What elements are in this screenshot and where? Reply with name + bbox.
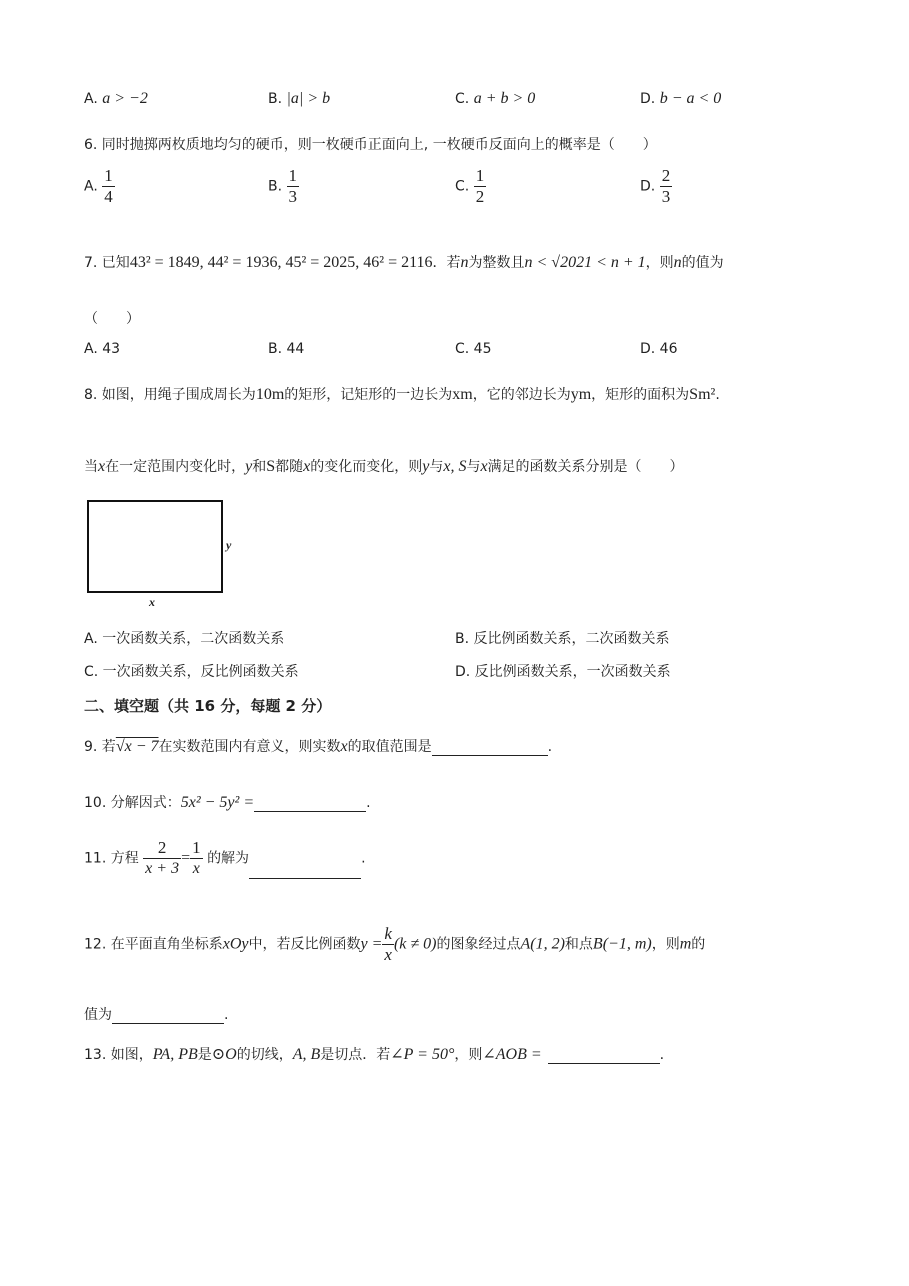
q6-option-a [84, 166, 115, 207]
q6-b-fraction [287, 166, 300, 207]
q5-option-b [268, 90, 330, 108]
q13-e: ，则 [454, 1047, 483, 1063]
q8-area: Sm² [689, 386, 716, 403]
q12-k-cond: (k ≠ 0) [393, 935, 437, 953]
q7-mid2: 为整数且 [468, 255, 525, 271]
q8-fig-x-label: x [149, 595, 155, 609]
q8-l1d: ，矩形的面积为 [591, 387, 690, 403]
q8-l2h: 满足的函数关系分别是（ ） [487, 459, 684, 475]
q10-answer-blank[interactable] [254, 797, 366, 812]
q7-option-d: D. 46 [640, 341, 678, 357]
q8-option-d: D. 反比例函数关系，一次函数关系 [455, 664, 671, 680]
q7-stem [84, 252, 724, 272]
q8-ym: ym [570, 386, 592, 403]
q8-l1b: 的矩形，记矩形的一边长为 [284, 387, 453, 403]
q12-k-den: x [384, 945, 392, 964]
q10-expr: 5x² − 5y² = [180, 794, 255, 811]
q6-d-den: 3 [661, 187, 671, 206]
q6-c-den: 2 [475, 187, 485, 206]
q7-squares-expr: 43² = 1849, 44² = 1936, 45² = 2025, 46² = 2116 [129, 254, 433, 271]
q12-y-lhs: y = [360, 935, 383, 953]
q6-option-b [268, 166, 299, 207]
q7-n-2: n [673, 254, 682, 271]
q13-b: 是 [197, 1047, 212, 1063]
q7-prefix: 7. 已知 [84, 255, 130, 271]
q6-b-num: 1 [288, 166, 298, 185]
q12-xoy: xOy [222, 935, 249, 953]
q13-d: 是切点．若 [320, 1047, 391, 1063]
q8-option-c: C. 一次函数关系，反比例函数关系 [84, 664, 299, 680]
q12-f: 的 [691, 936, 706, 953]
q8-rectangle-figure [87, 500, 223, 593]
q12-line2 [84, 1004, 228, 1024]
q12-k-num: k [384, 924, 392, 943]
q8-x-3: x [480, 458, 488, 475]
q12-end: . [224, 1007, 229, 1023]
q8-l1a: 8. 如图，用绳子围成周长为 [84, 387, 256, 403]
q12-a: 12. 在平面直角坐标系 [84, 936, 223, 953]
q7-mid4: 的值为 [681, 255, 724, 271]
q6-a-den: 4 [104, 187, 113, 206]
q8-l2f: 与 [429, 459, 444, 475]
q10-end: . [366, 795, 371, 811]
q11-a: 11. 方程 [84, 850, 139, 867]
q5-a-expr: a > −2 [102, 90, 148, 107]
q8-l2c: 和 [252, 459, 267, 475]
q6-a-fraction [102, 166, 115, 207]
q13-end: . [659, 1047, 665, 1063]
q9-a: 9. 若 [84, 739, 116, 755]
q9-end: . [547, 739, 553, 755]
q8-l1e: . [715, 387, 720, 403]
q6-c-fraction [474, 166, 487, 207]
q8-perimeter: 10m [255, 386, 285, 403]
q6-d-fraction [660, 166, 673, 207]
q6-c-label: C. [455, 178, 470, 195]
q8-l2a: 当 [84, 459, 98, 475]
q12-line2-text: 值为 [84, 1007, 112, 1023]
q9-sqrt-expr: √x − 7 [115, 738, 159, 755]
q7-option-a: A. 43 [84, 341, 121, 357]
q5-option-a [84, 90, 148, 108]
q11 [84, 838, 366, 879]
q9-c: 的取值范围是 [347, 739, 432, 755]
section-heading: 二、填空题（共 16 分，每题 2 分） [84, 697, 332, 715]
q13-angle-aob: ∠AOB = [482, 1046, 542, 1063]
q6-stem: 6. 同时抛掷两枚质地均匀的硬币，则一枚硬币正面向上, 一枚硬币反面向上的概率是（ ） [84, 137, 657, 153]
q7-option-c: C. 45 [455, 341, 492, 357]
q13-circle-o: ⊙O [211, 1046, 237, 1063]
q11-den1: x + 3 [145, 860, 180, 877]
q8-l2b: 在一定范围内变化时， [105, 459, 246, 475]
q8-l2g: 与 [466, 459, 481, 475]
q12-answer-blank[interactable] [112, 1009, 224, 1024]
q5-c-expr: a + b > 0 [473, 90, 536, 107]
q8-x-1: x [98, 458, 106, 475]
q9-x: x [340, 738, 348, 755]
q12-m: m [679, 935, 692, 953]
q5-d-expr: b − a < 0 [659, 90, 722, 107]
q13 [84, 1044, 664, 1064]
q5-c-label: C. [455, 91, 470, 107]
q8-l2d: 都随 [275, 459, 304, 475]
q12-d: 和点 [564, 936, 593, 953]
q12-e: ，则 [651, 936, 680, 953]
q8-y-1: y [245, 458, 253, 475]
q7-inequality: n < √2021 < n + 1 [524, 254, 646, 271]
q8-fig-y-label: y [226, 538, 232, 552]
q8-s: S [266, 458, 276, 475]
q11-num2: 1 [192, 838, 201, 857]
q7-mid1: ．若 [432, 255, 461, 271]
q5-b-expr: |a| > b [286, 90, 331, 107]
q10-a: 10. 分解因式： [84, 795, 181, 811]
q13-angle-p: ∠P = 50° [390, 1046, 455, 1063]
q5-a-label: A. [84, 91, 98, 107]
q9-answer-blank[interactable] [432, 741, 548, 756]
q6-option-d [640, 166, 672, 207]
q12-c: 的图象经过点 [436, 936, 521, 953]
q12-b: 中，若反比例函数 [248, 936, 361, 953]
q13-papb: PA, PB [152, 1046, 198, 1063]
q5-b-label: B. [268, 91, 283, 107]
q6-b-label: B. [268, 178, 283, 195]
q11-num1: 2 [143, 838, 181, 859]
q8-l2e: 的变化而变化，则 [310, 459, 423, 475]
q11-answer-blank[interactable] [249, 864, 361, 879]
q11-end: . [361, 850, 366, 867]
q6-d-label: D. [640, 178, 656, 195]
q8-line2 [84, 456, 684, 476]
q5-option-c [455, 90, 535, 108]
q9 [84, 736, 552, 756]
q8-l1c: ，它的邻边长为 [472, 387, 571, 403]
q5-option-d [640, 90, 721, 108]
q10 [84, 792, 371, 812]
q12-line1 [84, 924, 705, 965]
q8-y-2: y [422, 458, 430, 475]
q6-option-c [455, 166, 486, 207]
q8-option-b: B. 反比例函数关系，二次函数关系 [455, 631, 670, 647]
q11-frac-left [143, 838, 181, 879]
q7-mid3: ，则 [645, 255, 674, 271]
q8-xs: x, S [443, 458, 467, 475]
q11-frac-right [190, 838, 203, 879]
q11-b: 的解为 [207, 850, 250, 867]
q8-option-a: A. 一次函数关系，二次函数关系 [84, 631, 285, 647]
q12-k-frac [382, 924, 394, 965]
q11-eq: = [181, 849, 191, 867]
q13-ab: A, B [292, 1046, 321, 1063]
q7-n-1: n [460, 254, 469, 271]
q5-d-label: D. [640, 91, 656, 107]
q7-paren: （ ） [84, 311, 140, 327]
q7-option-b: B. 44 [268, 341, 305, 357]
q6-a-num: 1 [104, 166, 113, 185]
q9-b: 在实数范围内有意义，则实数 [158, 739, 341, 755]
q6-c-num: 1 [475, 166, 485, 185]
q13-answer-blank[interactable] [548, 1049, 660, 1064]
q13-c: 的切线， [236, 1047, 293, 1063]
q8-line1 [84, 384, 720, 404]
q12-point-a: A(1, 2) [520, 935, 565, 953]
q8-xm: xm [452, 386, 473, 403]
q6-d-num: 2 [661, 166, 671, 185]
q8-x-2: x [303, 458, 311, 475]
q12-point-b: B(−1, m) [592, 935, 652, 953]
q11-den2: x [192, 860, 200, 877]
q13-a: 13. 如图， [84, 1047, 153, 1063]
q6-b-den: 3 [288, 187, 298, 206]
q6-a-label: A. [84, 178, 98, 195]
